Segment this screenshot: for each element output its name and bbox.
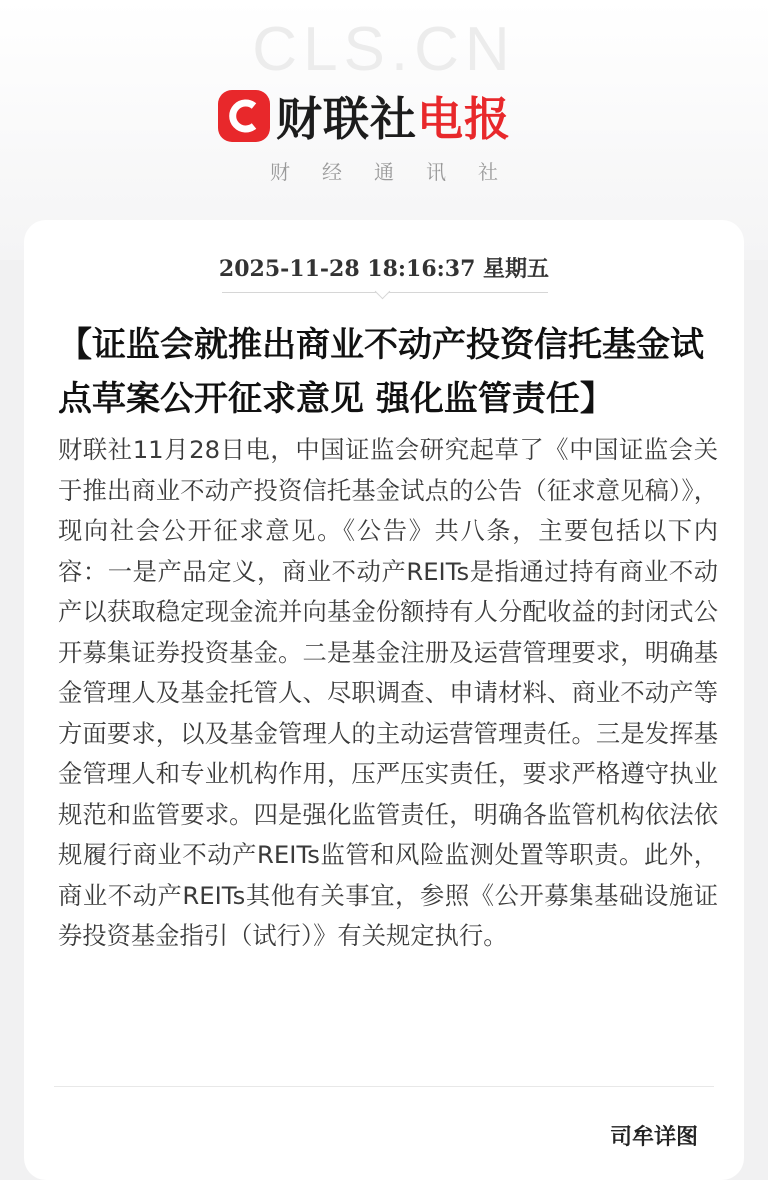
slogan-char: 经 xyxy=(322,160,342,184)
article-datetime: 2025-11-28 18:16:37 星期五 xyxy=(218,256,550,282)
slogan xyxy=(0,156,768,185)
brand-name xyxy=(276,83,511,149)
slogan-char: 财 xyxy=(270,160,290,184)
cls-logo-icon xyxy=(218,90,270,142)
brand-name-red: 电报 xyxy=(417,92,511,146)
slogan-char: 通 xyxy=(374,160,394,184)
article-card xyxy=(24,220,744,1180)
slogan-char: 社 xyxy=(478,160,498,184)
slogan-char: 讯 xyxy=(426,160,446,184)
watermark: CLS.CN xyxy=(252,15,516,84)
footer-link[interactable]: 司牟详图 xyxy=(610,1125,699,1150)
article-title: 【证监会就推出商业不动产投资信托基金试点草案公开征求意见 强化监管责任】 xyxy=(58,325,704,419)
brand-logo xyxy=(218,88,511,144)
article-body: 财联社11月28日电，中国证监会研究起草了《中国证监会关于推出商业不动产投资信托基金试点的公告（征求意见稿）》，现向社会公开征求意见。《公告》共八条，主要包括以下内容：一是产品定义，商业不动产REITs是指通过持有商业不动产以获取稳定现金流并向基金份额持有人分配收益的封闭式公开募集证券投资基金。二是基金注册及运营管理要求，明确基金管理人及基金托管人、尽职调查、申请材料、商业不动产等方面要求，以及基金管理人的主动运营管理责任。三是发挥基金管理人和专业机构作用，压严压实责任，要求严格遵守执业规范和监管要求。四是强化监管责任，明确各监管机构依法依规履行商业不动产REITs监管和风险监测处置等职责。此外，商业不动产REITs其他有关事宜，参照《公开募集基础设施证券投资基金指引（试行）》有关规定执行。 xyxy=(58,435,718,950)
brand-name-black: 财联社 xyxy=(276,92,417,146)
footer-divider xyxy=(54,1086,714,1087)
date-divider-notch xyxy=(375,284,391,300)
